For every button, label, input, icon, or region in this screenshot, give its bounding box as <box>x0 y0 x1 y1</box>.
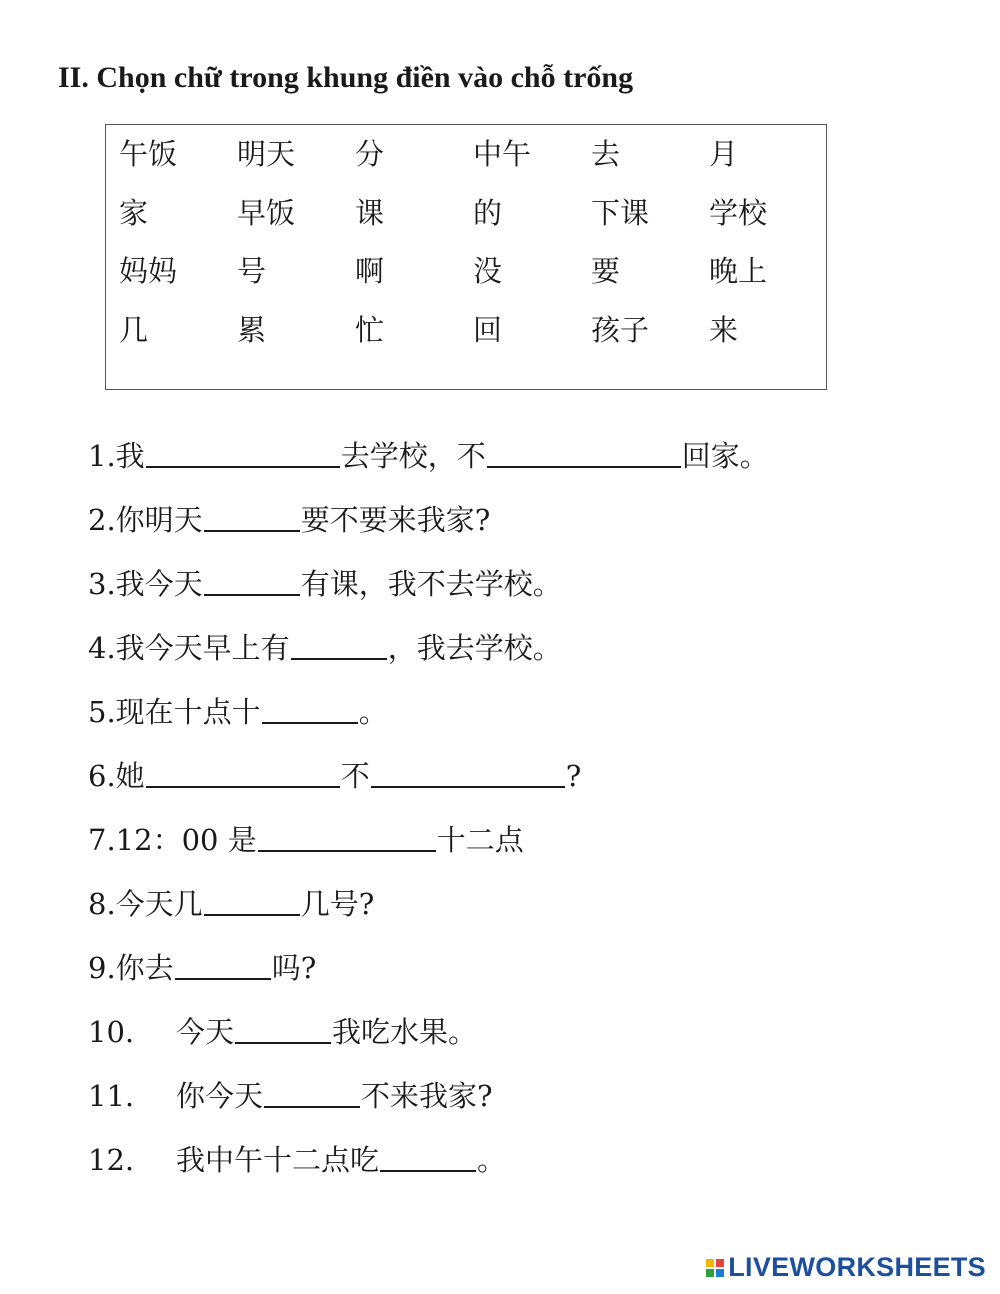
word-bank-item: 学校 <box>709 195 768 230</box>
question-number: 1. <box>88 439 116 473</box>
question-text: 今天几 <box>115 887 203 921</box>
word-bank-item: 累 <box>237 312 267 347</box>
question-1 <box>88 436 769 476</box>
question-number: 3. <box>88 567 116 601</box>
question-text: 去学校，不 <box>340 439 486 473</box>
section-heading: II. Chọn chữ trong khung điền vào chỗ trống <box>58 61 634 94</box>
question-text: 12：00 是 <box>115 823 257 857</box>
answer-blank[interactable] <box>204 568 300 596</box>
question-text: 不 <box>340 759 370 793</box>
word-bank-item: 要 <box>591 254 621 288</box>
question-number: 2. <box>88 503 116 537</box>
answer-blank[interactable] <box>291 632 387 660</box>
question-4 <box>88 628 562 668</box>
question-text: 你明天 <box>115 503 203 537</box>
word-bank-item: 去 <box>591 137 621 171</box>
word-bank-item: 中午 <box>473 137 532 171</box>
question-number: 10. <box>88 1015 135 1049</box>
word-bank-item: 课 <box>355 195 385 230</box>
word-bank-item: 分 <box>355 137 385 171</box>
question-text: 。 <box>477 1143 507 1177</box>
word-bank-item: 回 <box>473 312 503 347</box>
question-text: 几号? <box>300 887 375 921</box>
word-bank-grid <box>119 133 827 367</box>
question-text: 吗? <box>271 951 317 985</box>
liveworksheets-logo-icon <box>706 1259 724 1277</box>
answer-blank[interactable] <box>487 440 681 468</box>
question-6 <box>88 756 581 796</box>
word-bank-item: 早饭 <box>237 195 296 230</box>
word-bank-item: 午饭 <box>119 137 178 171</box>
question-text: 我中午十二点吃 <box>176 1143 380 1177</box>
question-text: 十二点 <box>436 823 524 857</box>
answer-blank[interactable] <box>371 760 565 788</box>
answer-blank[interactable] <box>262 696 358 724</box>
question-text: 你去 <box>115 951 174 985</box>
word-bank-item: 妈妈 <box>119 254 178 288</box>
question-3 <box>88 564 562 604</box>
question-text: ，我去学校。 <box>387 631 562 665</box>
question-text: 我 <box>115 439 145 473</box>
question-text: 有课，我不去学校。 <box>300 567 562 601</box>
question-text: 回家。 <box>681 439 769 473</box>
answer-blank[interactable] <box>146 440 340 468</box>
question-text: 要不要来我家? <box>300 503 491 537</box>
word-bank-item: 没 <box>473 254 503 288</box>
answer-blank[interactable] <box>204 888 300 916</box>
answer-blank[interactable] <box>204 504 300 532</box>
answer-blank[interactable] <box>235 1016 331 1044</box>
question-number: 6. <box>88 759 116 793</box>
word-bank-item: 号 <box>237 254 267 288</box>
question-11 <box>88 1076 493 1116</box>
question-number: 11. <box>88 1079 135 1113</box>
word-bank-item: 啊 <box>355 254 385 288</box>
word-bank-item: 几 <box>119 312 149 347</box>
question-text: 今天 <box>176 1015 235 1049</box>
question-number: 7. <box>88 823 116 857</box>
liveworksheets-logo[interactable] <box>706 1252 986 1283</box>
question-number: 4. <box>88 631 116 665</box>
answer-blank[interactable] <box>175 952 271 980</box>
word-bank-item: 明天 <box>237 137 296 171</box>
word-bank-item: 的 <box>473 195 503 230</box>
question-12 <box>88 1140 506 1180</box>
word-bank-box <box>105 124 827 390</box>
question-number: 5. <box>88 695 116 729</box>
answer-blank[interactable] <box>146 760 340 788</box>
question-5 <box>88 692 388 732</box>
answer-blank[interactable] <box>264 1080 360 1108</box>
question-text: 我吃水果。 <box>332 1015 478 1049</box>
word-bank-item: 来 <box>709 312 739 347</box>
question-number: 9. <box>88 951 116 985</box>
question-9 <box>88 948 316 988</box>
question-number: 12. <box>88 1143 135 1177</box>
question-text: 不来我家? <box>361 1079 493 1113</box>
word-bank-item: 家 <box>119 195 149 230</box>
logo-text: LIVEWORKSHEETS <box>728 1252 986 1282</box>
word-bank-item: 月 <box>709 137 739 171</box>
word-bank-item: 孩子 <box>591 312 650 347</box>
question-7 <box>88 820 524 860</box>
question-text: 她 <box>115 759 145 793</box>
word-bank-item: 晚上 <box>709 254 768 288</box>
question-text: 我今天早上有 <box>115 631 290 665</box>
question-text: 我今天 <box>115 567 203 601</box>
answer-blank[interactable] <box>258 824 436 852</box>
question-text: 现在十点十 <box>115 695 261 729</box>
question-text: 。 <box>358 695 388 729</box>
question-text: 你今天 <box>176 1079 264 1113</box>
question-2 <box>88 500 490 540</box>
question-10 <box>88 1012 477 1052</box>
answer-blank[interactable] <box>380 1144 476 1172</box>
question-number: 8. <box>88 887 116 921</box>
question-text: ? <box>565 759 582 793</box>
question-8 <box>88 884 374 924</box>
word-bank-item: 下课 <box>591 195 650 230</box>
word-bank-item: 忙 <box>355 312 385 347</box>
